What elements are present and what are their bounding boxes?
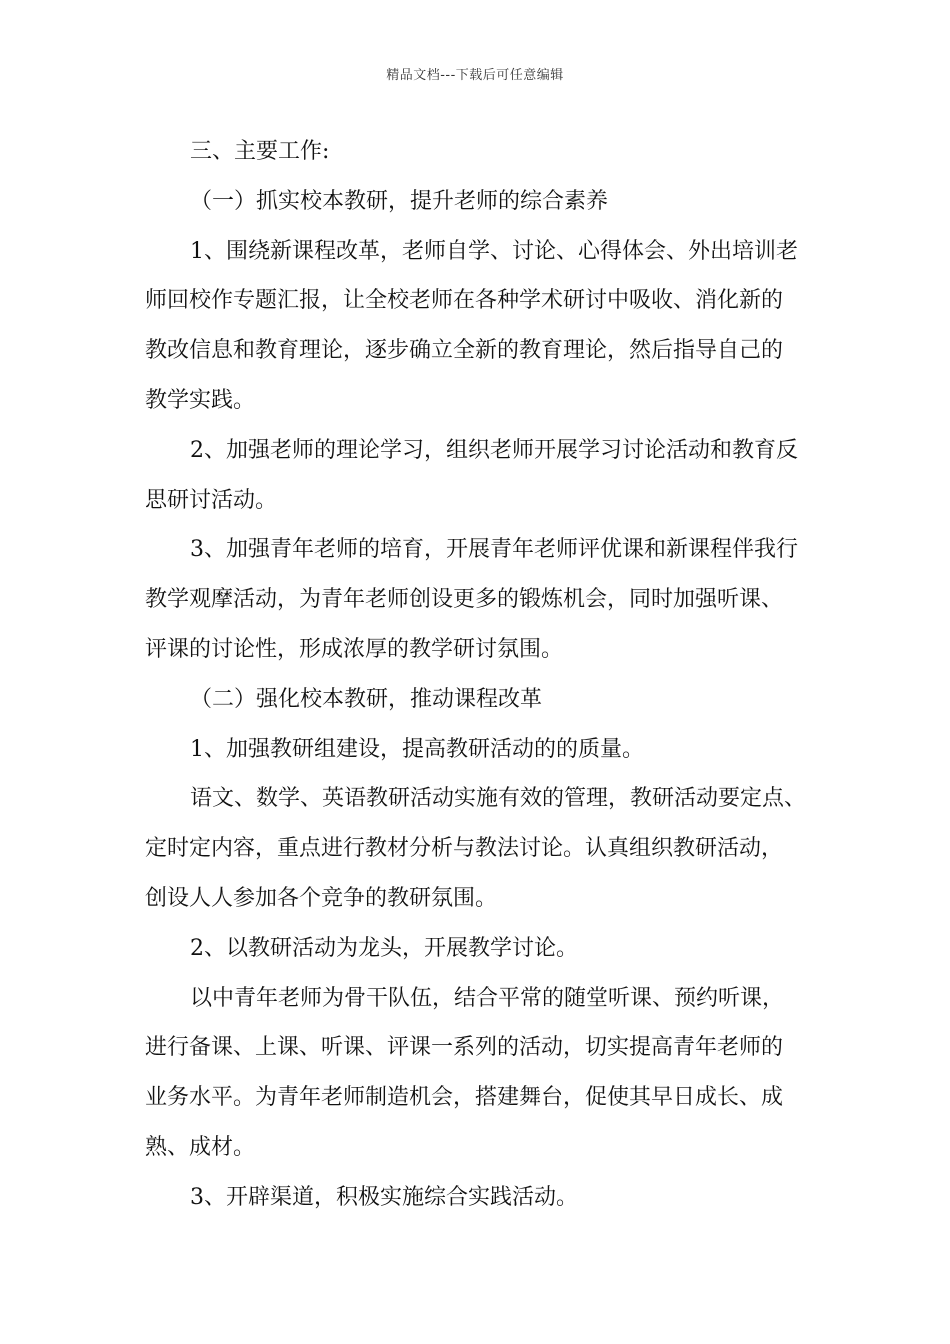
paragraph-line: 教学实践。 <box>145 387 256 413</box>
paragraph-line: 1、围绕新课程改革，老师自学、讨论、心得体会、外出培训老 <box>190 238 798 264</box>
paragraph-line: 语文、数学、英语教研活动实施有效的管理，教研活动要定点、 <box>190 786 807 812</box>
paragraph-line: 思研讨活动。 <box>145 487 278 513</box>
paragraph-line: 创设人人参加各个竞争的教研氛围。 <box>145 885 498 911</box>
paragraph-line: 教学观摩活动，为青年老师创设更多的锻炼机会，同时加强听课、 <box>145 587 784 613</box>
section-heading: 三、主要工作: <box>190 139 330 164</box>
paragraph-line: 评课的讨论性，形成浓厚的教学研讨氛围。 <box>145 636 564 662</box>
paragraph-line: 2、以教研活动为龙头，开展教学讨论。 <box>190 935 578 961</box>
paragraph-line: 2、加强老师的理论学习，组织老师开展学习讨论活动和教育反 <box>190 437 798 463</box>
paragraph-line: 3、加强青年老师的培育，开展青年老师评优课和新课程伴我行 <box>190 537 798 563</box>
paragraph-line: 师回校作专题汇报，让全校老师在各种学术研讨中吸收、消化新的 <box>145 288 784 314</box>
subsection-heading: （一）抓实校本教研，提升老师的综合素养 <box>190 188 609 214</box>
paragraph-line: 3、开辟渠道，积极实施综合实践活动。 <box>190 1184 578 1210</box>
paragraph-line: 熟、成材。 <box>145 1134 256 1160</box>
document-body <box>145 132 825 1228</box>
paragraph-line: 以中青年老师为骨干队伍，结合平常的随堂听课、预约听课， <box>190 985 785 1011</box>
paragraph-line: 业务水平。为青年老师制造机会，搭建舞台，促使其早日成长、成 <box>145 1085 784 1111</box>
paragraph-line: 定时定内容，重点进行教材分析与教法讨论。认真组织教研活动， <box>145 836 784 862</box>
subsection-heading: （二）强化校本教研，推动课程改革 <box>190 686 543 712</box>
paragraph-line: 1、加强教研组建设，提高教研活动的的质量。 <box>190 736 644 762</box>
page-header: 精品文档---下载后可任意编辑 <box>386 68 564 83</box>
paragraph-line: 教改信息和教育理论，逐步确立全新的教育理论，然后指导自己的 <box>145 338 784 364</box>
paragraph-line: 进行备课、上课、听课、评课一系列的活动，切实提高青年老师的 <box>145 1035 784 1061</box>
